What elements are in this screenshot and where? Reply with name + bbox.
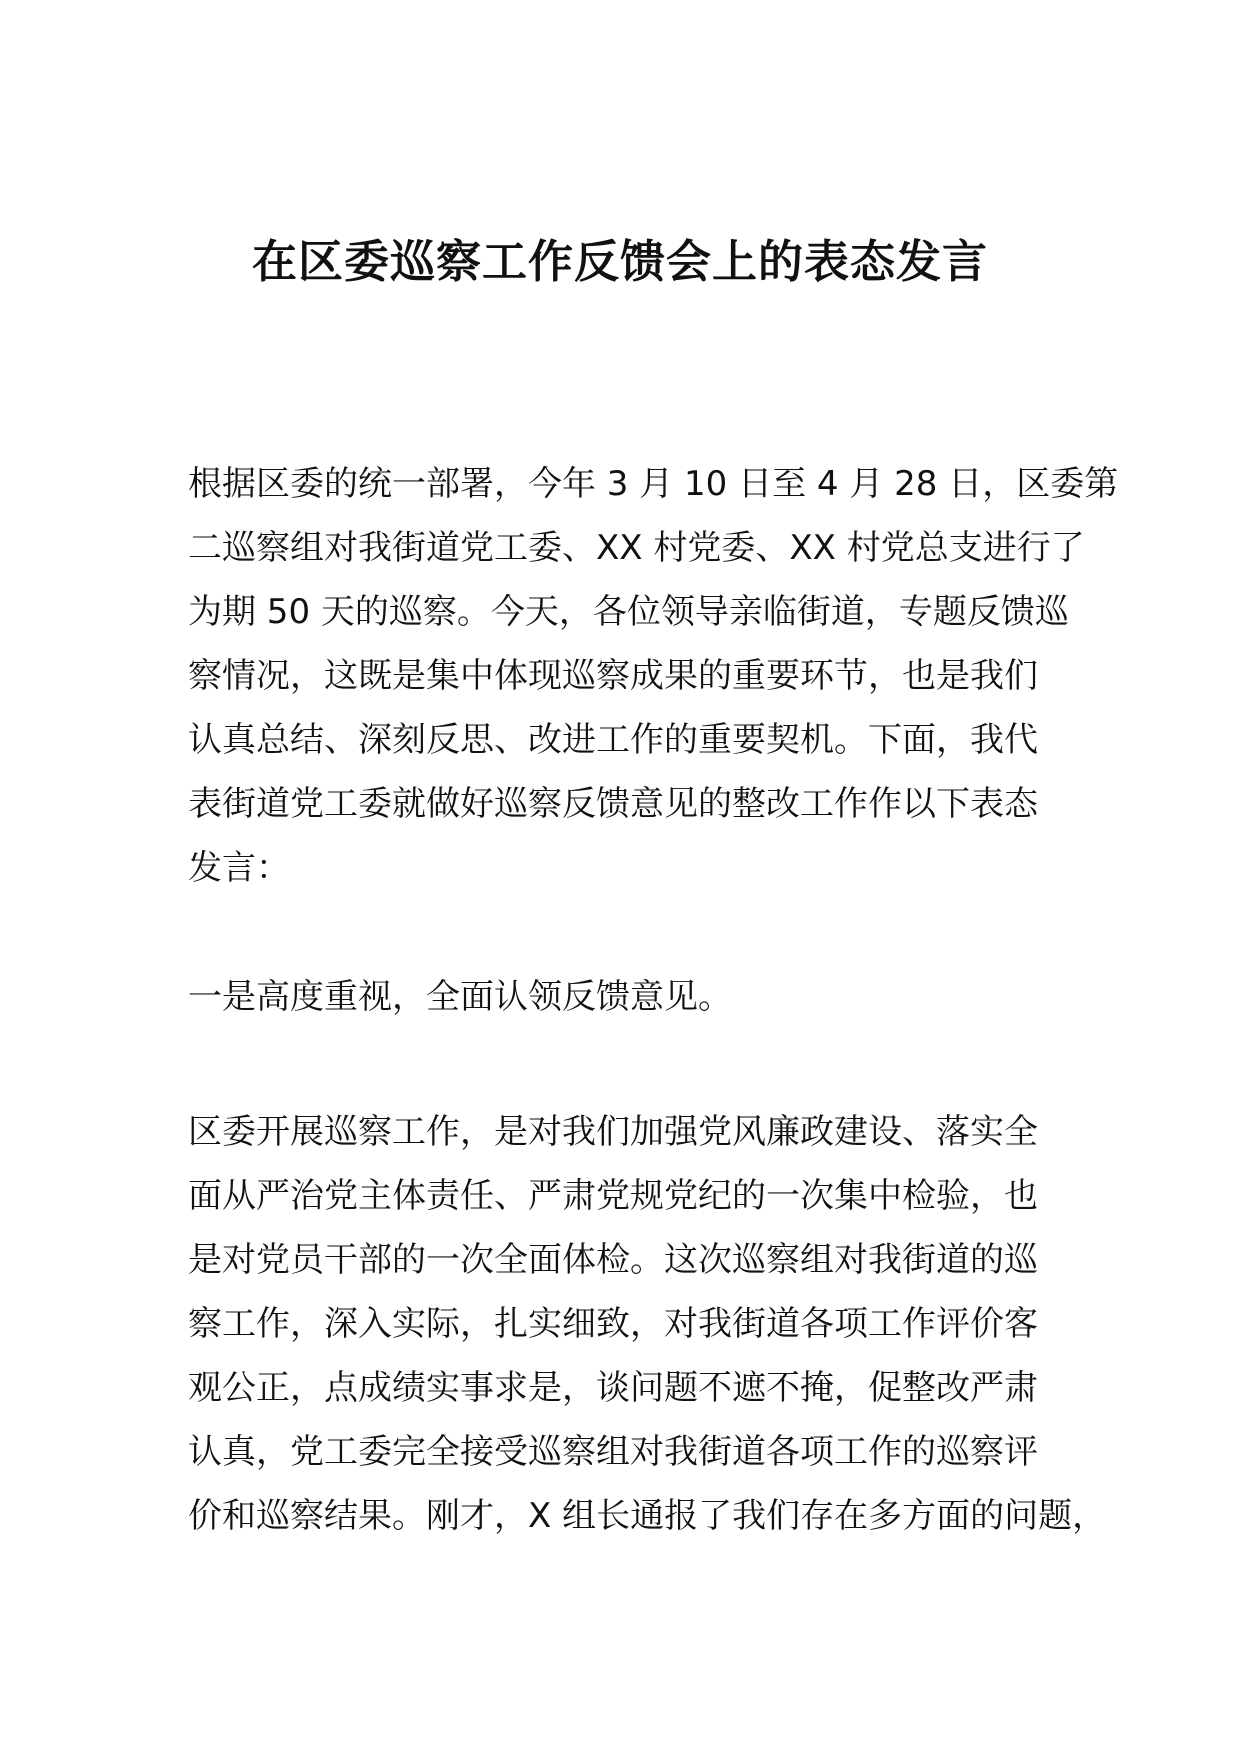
paragraph-line: 发言：	[188, 848, 290, 888]
paragraph-line: 观公正，点成绩实事求是，谈问题不遮不掩，促整改严肃	[188, 1368, 1038, 1408]
paragraph-line: 为期 50 天的巡察。今天，各位领导亲临街道，专题反馈巡	[188, 592, 1069, 632]
paragraph-section-one-body	[188, 1100, 1107, 1548]
paragraph-line: 根据区委的统一部署，今年 3 月 10 日至 4 月 28 日，区委第	[188, 464, 1119, 504]
paragraph-line: 面从严治党主体责任、严肃党规党纪的一次集中检验，也	[188, 1176, 1038, 1216]
paragraph-line: 价和巡察结果。刚才，X 组长通报了我们存在多方面的问题，	[188, 1496, 1107, 1536]
paragraph-line: 认真，党工委完全接受巡察组对我街道各项工作的巡察评	[188, 1432, 1038, 1472]
paragraph-line: 表街道党工委就做好巡察反馈意见的整改工作作以下表态	[188, 784, 1038, 824]
paragraph-line: 区委开展巡察工作，是对我们加强党风廉政建设、落实全	[188, 1112, 1038, 1152]
paragraph-line: 认真总结、深刻反思、改进工作的重要契机。下面，我代	[188, 720, 1038, 760]
section-heading-one	[188, 965, 1088, 1029]
paragraph-intro	[188, 452, 1119, 900]
paragraph-line: 是对党员干部的一次全面体检。这次巡察组对我街道的巡	[188, 1240, 1038, 1280]
section-heading-line: 一是高度重视，全面认领反馈意见。	[188, 977, 732, 1017]
document-title: 在区委巡察工作反馈会上的表态发言	[251, 235, 988, 289]
paragraph-line: 二巡察组对我街道党工委、XX 村党委、XX 村党总支进行了	[188, 528, 1085, 568]
paragraph-line: 察情况，这既是集中体现巡察成果的重要环节，也是我们	[188, 656, 1038, 696]
paragraph-line: 察工作，深入实际，扎实细致，对我街道各项工作评价客	[188, 1304, 1038, 1344]
